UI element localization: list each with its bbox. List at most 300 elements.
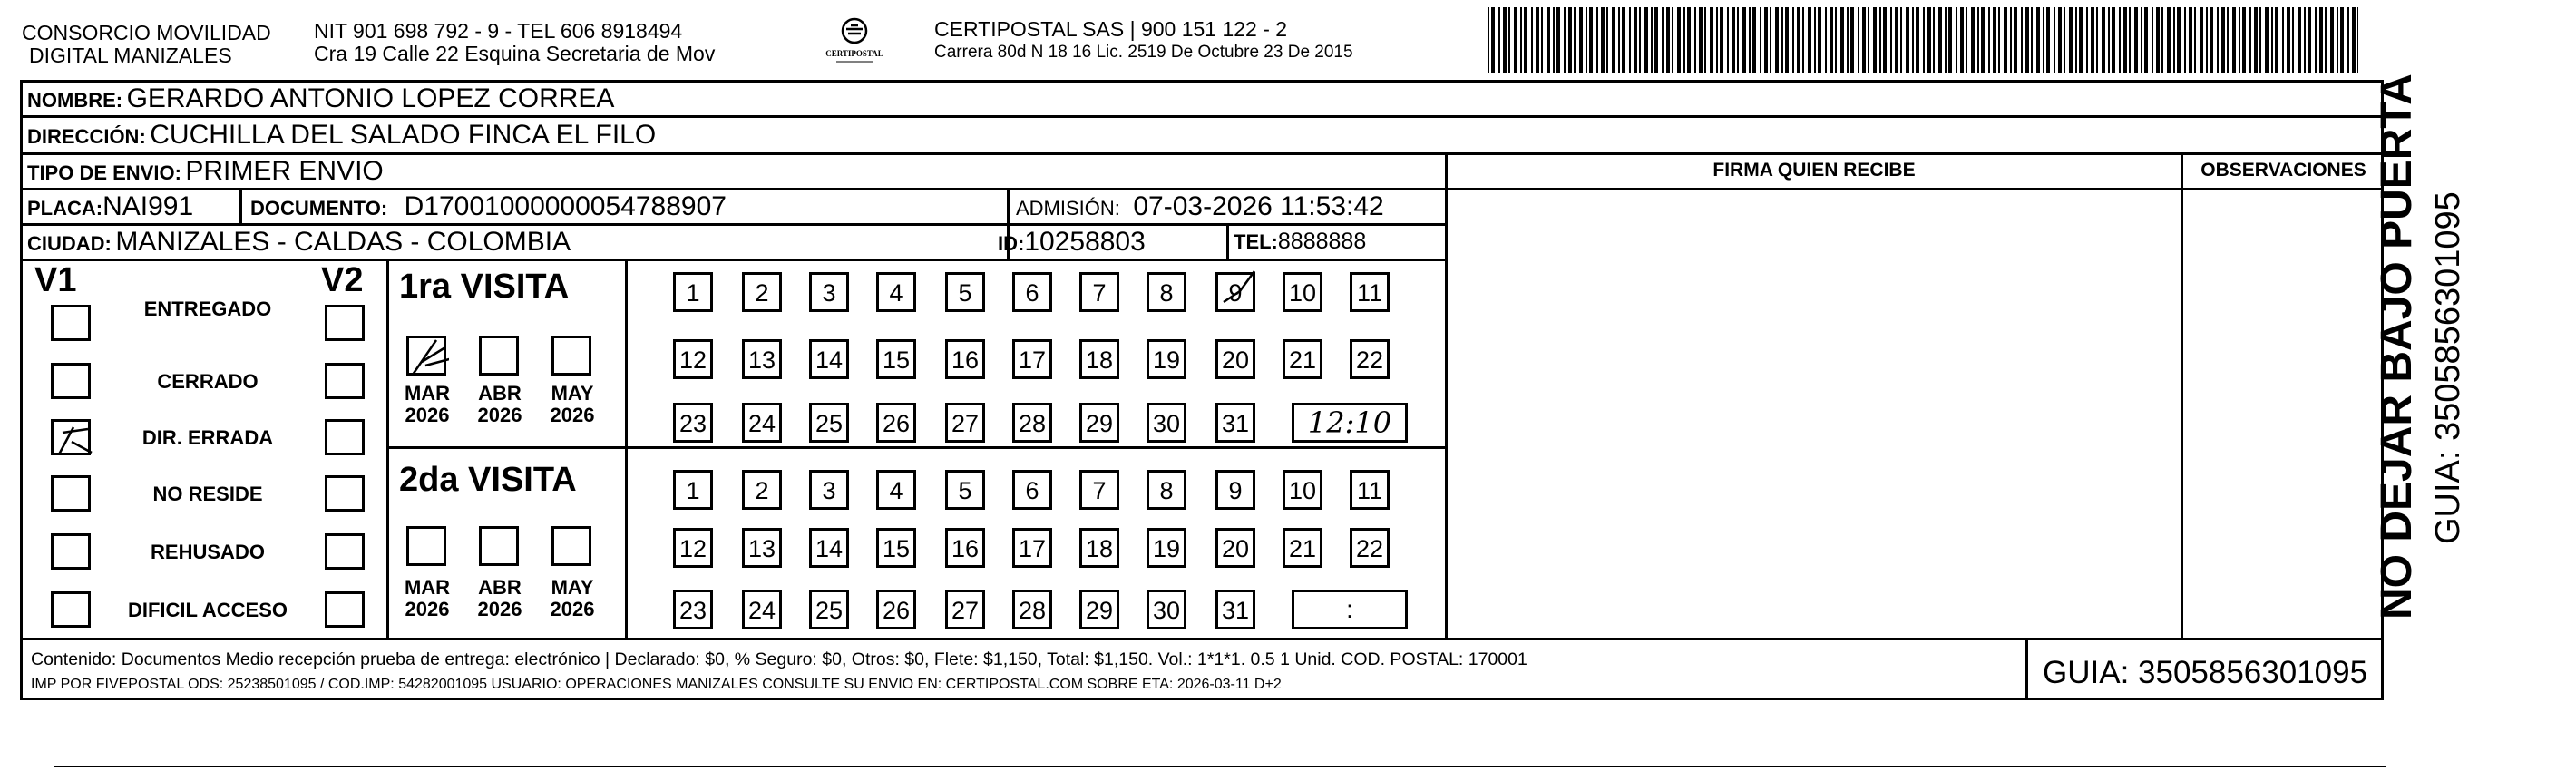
barcode-bar: [2249, 7, 2251, 73]
barcode-bar: [2217, 7, 2219, 73]
visit1-day-box[interactable]: [945, 272, 985, 312]
observaciones-header: OBSERVACIONES: [2200, 160, 2366, 181]
tipo-envio-label: TIPO DE ENVIO:: [27, 161, 181, 184]
barcode-bar: [2357, 7, 2358, 73]
day-number: 23: [678, 597, 707, 624]
visit2-month-label: [541, 577, 604, 620]
visit1-day-box[interactable]: [1215, 272, 1255, 312]
visit1-month-label: [395, 383, 459, 426]
visit1-day-box[interactable]: [945, 403, 985, 443]
month-year: 2026: [550, 404, 595, 426]
tel-divider: [1226, 223, 1229, 259]
visit2-month-label: [468, 577, 532, 620]
barcode-bar: [1498, 7, 1500, 73]
barcode-bar: [2091, 7, 2094, 73]
barcode-bar: [1556, 7, 1560, 73]
visit2-time-field[interactable]: [1292, 590, 1408, 629]
barcode-bar: [1687, 7, 1691, 73]
visit2-day-box[interactable]: [1147, 590, 1186, 629]
certipostal-line-2: Carrera 80d N 18 16 Lic. 2519 De Octubre 23 De 2015: [934, 43, 1353, 62]
visit2-day-box[interactable]: [945, 590, 985, 629]
visit1-day-box[interactable]: [1147, 339, 1186, 379]
visit2-day-box[interactable]: [1350, 528, 1390, 568]
visit2-month-checkbox[interactable]: [551, 526, 591, 566]
visit1-day-box[interactable]: [876, 272, 916, 312]
visit2-day-box[interactable]: [809, 470, 849, 510]
visit2-day-box[interactable]: [1147, 470, 1186, 510]
barcode-bar: [1524, 7, 1527, 73]
day-number: 31: [1221, 597, 1250, 624]
barcode-bar: [2206, 7, 2208, 73]
day-number: 12: [678, 346, 707, 374]
day-number: 7: [1092, 279, 1107, 307]
barcode-bar: [2282, 7, 2284, 73]
day-number: 20: [1221, 346, 1250, 374]
barcode-bar: [2031, 7, 2033, 73]
visit1-day-box[interactable]: [809, 272, 849, 312]
visit1-day-box[interactable]: [809, 403, 849, 443]
barcode-bar: [1491, 7, 1495, 73]
day-number: 26: [882, 410, 911, 437]
day-number: 9: [1228, 477, 1243, 504]
day-number: 16: [951, 346, 980, 374]
tel-cell: [1234, 229, 1366, 255]
day-number: 26: [882, 597, 911, 624]
visit1-day-box[interactable]: [876, 339, 916, 379]
visit1-title: 1ra VISITA: [399, 268, 570, 306]
visit2-day-box[interactable]: [1012, 470, 1052, 510]
barcode-bar: [1629, 7, 1631, 73]
barcode-bar: [2227, 7, 2229, 73]
barcode-bar: [2200, 7, 2203, 73]
visit2-day-box[interactable]: [1350, 470, 1390, 510]
barcode-bar: [2079, 7, 2083, 73]
visit1-day-box[interactable]: [1215, 339, 1255, 379]
status-label: DIR. ERRADA: [141, 426, 274, 449]
visit2-day-box[interactable]: [945, 470, 985, 510]
barcode-bar: [2330, 7, 2334, 73]
v1-checkbox[interactable]: [51, 419, 91, 455]
barcode-bar: [1589, 7, 1593, 73]
v2-checkbox[interactable]: [325, 305, 365, 341]
day-number: 4: [889, 279, 903, 307]
day-number: 11: [1356, 279, 1383, 307]
visit2-day-box[interactable]: [1283, 470, 1322, 510]
barcode-bar: [2337, 7, 2338, 73]
barcode-bar: [2144, 7, 2148, 73]
barcode-bar: [2086, 7, 2088, 73]
day-number: 31: [1221, 410, 1250, 437]
day-number: 28: [1018, 597, 1047, 624]
barcode-bar: [1792, 7, 1794, 73]
visit1-time-field[interactable]: [1292, 403, 1408, 443]
barcode-bar: [1749, 7, 1751, 73]
barcode-bar: [1634, 7, 1637, 73]
footer-guia-divider: [2025, 638, 2028, 700]
month-name: ABR: [478, 382, 522, 405]
v2-checkbox[interactable]: [325, 419, 365, 455]
visit1-day-box[interactable]: [1350, 272, 1390, 312]
certipostal-logo-icon: [816, 16, 893, 67]
visit1-day-box[interactable]: [1079, 339, 1119, 379]
ciudad-row: [27, 227, 571, 258]
barcode-bar: [1945, 7, 1947, 73]
day-number: 1: [686, 279, 700, 307]
barcode-bar: [1814, 7, 1816, 73]
barcode-bar: [1808, 7, 1811, 73]
visit1-day-box[interactable]: [1012, 272, 1052, 312]
barcode-bar: [1840, 7, 1844, 73]
firma-header: FIRMA QUIEN RECIBE: [1712, 160, 1916, 181]
tel-label: TEL:: [1234, 230, 1278, 253]
barcode-bar: [1683, 7, 1685, 73]
visit2-day-box[interactable]: [1012, 590, 1052, 629]
certipostal-line-1: CERTIPOSTAL SAS | 900 151 122 - 2: [934, 17, 1288, 41]
barcode-bar: [1895, 7, 1898, 73]
visit1-day-box[interactable]: [742, 272, 782, 312]
barcode-bar: [2046, 7, 2050, 73]
visit1-day-box[interactable]: [1079, 403, 1119, 443]
barcode-bar: [2304, 7, 2306, 73]
day-number: 22: [1355, 535, 1384, 562]
barcode-bar: [2069, 7, 2073, 73]
visit1-month-checkbox[interactable]: [551, 336, 591, 376]
barcode-bar: [2054, 7, 2055, 73]
month-year: 2026: [405, 404, 450, 426]
day-number: 28: [1018, 410, 1047, 437]
barcode-bar: [1948, 7, 1952, 73]
barcode-bar: [2287, 7, 2290, 73]
barcode-bar: [1785, 7, 1789, 73]
barcode-bar: [2167, 7, 2171, 73]
day-number: 15: [882, 535, 911, 562]
visit2-day-box[interactable]: [809, 528, 849, 568]
barcode-bar: [2254, 7, 2258, 73]
row-divider: [20, 115, 2384, 118]
barcode-bar: [1835, 7, 1837, 73]
nombre-label: NOMBRE:: [27, 89, 123, 112]
visit1-day-box[interactable]: [1147, 272, 1186, 312]
barcode-bar: [1666, 7, 1670, 73]
v2-checkbox[interactable]: [325, 533, 365, 570]
day-number: 24: [747, 410, 776, 437]
visit1-day-box[interactable]: [945, 339, 985, 379]
visit1-day-box[interactable]: [1283, 339, 1322, 379]
v1-checkbox[interactable]: [51, 475, 91, 512]
barcode-bar: [1966, 7, 1967, 73]
barcode-bar: [1732, 7, 1735, 73]
nombre-row: [27, 83, 614, 114]
barcode-bar: [2194, 7, 2196, 73]
barcode-bar: [2221, 7, 2225, 73]
barcode-bar: [2184, 7, 2186, 73]
day-number: 7: [1092, 477, 1107, 504]
cut-line: [54, 766, 2386, 767]
logo-wordmark: CERTIPOSTAL: [825, 49, 883, 58]
status-label: CERRADO: [157, 370, 259, 393]
visit1-day-box[interactable]: [1283, 272, 1322, 312]
barcode-bar: [1825, 7, 1827, 73]
barcode-bar: [1764, 7, 1768, 73]
day-number: 5: [958, 279, 972, 307]
company-name: [22, 22, 271, 67]
barcode-bar: [2096, 7, 2098, 73]
visit2-day-box[interactable]: [809, 590, 849, 629]
barcode-bar: [1568, 7, 1572, 73]
barcode-bar: [1514, 7, 1517, 73]
barcode-bar: [2173, 7, 2175, 73]
barcode-bar: [1639, 7, 1641, 73]
visit1-day-box[interactable]: [809, 339, 849, 379]
barcode-bar: [1579, 7, 1583, 73]
visit2-day-box[interactable]: [673, 590, 713, 629]
visit2-month-checkbox[interactable]: [479, 526, 519, 566]
status-label: NO RESIDE: [152, 483, 263, 505]
barcode-bar: [1503, 7, 1507, 73]
v2-checkbox[interactable]: [325, 363, 365, 399]
placa-cell: [27, 191, 193, 222]
day-number: 13: [747, 535, 776, 562]
day-number: 13: [747, 346, 776, 374]
visit1-day-box[interactable]: [742, 339, 782, 379]
placa-label: PLACA:: [27, 197, 103, 220]
barcode-bar: [1677, 7, 1681, 73]
barcode-bar: [1520, 7, 1522, 73]
day-number: 30: [1152, 410, 1181, 437]
barcode-bar: [2340, 7, 2344, 73]
barcode-bar: [1890, 7, 1892, 73]
barcode-bar: [1488, 7, 1489, 73]
barcode-bar: [1716, 7, 1718, 73]
direccion-label: DIRECCIÓN:: [27, 125, 146, 148]
visit2-day-box[interactable]: [1079, 590, 1119, 629]
visit1-month-checkbox[interactable]: [479, 336, 519, 376]
v1-checkbox[interactable]: [51, 305, 91, 341]
barcode-bar: [2265, 7, 2269, 73]
row-divider: [20, 223, 1448, 226]
barcode-bar: [2292, 7, 2294, 73]
barcode-bar: [2010, 7, 2012, 73]
documento-value: D17001000000054788907: [404, 191, 727, 221]
v2-checkbox[interactable]: [325, 475, 365, 512]
company-line-1: CONSORCIO MOVILIDAD: [22, 21, 271, 44]
barcode-bar: [1618, 7, 1620, 73]
barcode-bar: [2021, 7, 2023, 73]
visit1-day-box[interactable]: [1012, 339, 1052, 379]
barcode-bar: [1927, 7, 1931, 73]
barcode-bar: [2347, 7, 2349, 73]
visit2-day-box[interactable]: [876, 470, 916, 510]
tipo-envio-value: PRIMER ENVIO: [185, 156, 384, 186]
barcode-bar: [2123, 7, 2127, 73]
v2-checkbox[interactable]: [325, 591, 365, 628]
barcode-bar: [2271, 7, 2273, 73]
visit2-day-box[interactable]: [742, 470, 782, 510]
visit1-day-box[interactable]: [1215, 403, 1255, 443]
direccion-value: CUCHILLA DEL SALADO FINCA EL FILO: [150, 120, 657, 150]
row-divider: [20, 259, 1448, 261]
day-number: 4: [889, 477, 903, 504]
barcode-bar: [1981, 7, 1985, 73]
barcode-bar: [1879, 7, 1881, 73]
visit2-day-box[interactable]: [1215, 590, 1255, 629]
visit1-day-box[interactable]: [1147, 403, 1186, 443]
ciudad-value: MANIZALES - CALDAS - COLOMBIA: [115, 227, 571, 257]
visit1-day-box[interactable]: [876, 403, 916, 443]
observaciones-column-left: [2181, 152, 2183, 638]
id-value: 10258803: [1024, 227, 1146, 257]
visit2-day-box[interactable]: [945, 528, 985, 568]
day-number: 3: [822, 477, 836, 504]
barcode-bar: [1531, 7, 1533, 73]
barcode-bar: [1993, 7, 1996, 73]
barcode-bar: [1900, 7, 1902, 73]
visit2-day-box[interactable]: [673, 470, 713, 510]
barcode-bar: [1508, 7, 1510, 73]
visit2-day-box[interactable]: [1147, 528, 1186, 568]
certipostal-info: [934, 18, 1353, 63]
company-line-2: DIGITAL MANIZALES: [29, 44, 232, 67]
barcode-bar: [1553, 7, 1555, 73]
visit2-day-box[interactable]: [1215, 528, 1255, 568]
barcode-bar: [1654, 7, 1658, 73]
visit2-month-label: [395, 577, 459, 620]
admision-label: ADMISIÓN:: [1016, 197, 1120, 220]
visit1-day-box[interactable]: [1012, 403, 1052, 443]
visit2-day-box[interactable]: [876, 528, 916, 568]
visit2-day-box[interactable]: [1215, 470, 1255, 510]
month-year: 2026: [405, 598, 450, 620]
time-value: :: [1346, 595, 1353, 623]
tipo-envio-row: [27, 156, 384, 187]
day-number: 21: [1288, 535, 1317, 562]
day-number: 15: [882, 346, 911, 374]
barcode-bar: [1699, 7, 1703, 73]
barcode-bar: [1868, 7, 1869, 73]
footer-guia: GUIA: 3505856301095: [2043, 655, 2368, 690]
visit2-day-box[interactable]: [1012, 528, 1052, 568]
visit1-month-label: [541, 383, 604, 426]
barcode-bar: [1737, 7, 1739, 73]
day-number: 14: [815, 535, 844, 562]
day-number: 5: [958, 477, 972, 504]
firma-field[interactable]: [1449, 190, 2179, 636]
barcode-bar: [2189, 7, 2192, 73]
side-notice: NO DEJAR BAJO PUERTA: [2373, 73, 2421, 620]
day-number: 16: [951, 535, 980, 562]
visit2-day-box[interactable]: [742, 528, 782, 568]
direccion-row: [27, 120, 656, 151]
v1-checkbox[interactable]: [51, 533, 91, 570]
barcode-bar: [2315, 7, 2317, 73]
barcode-bar: [2058, 7, 2062, 73]
placa-divider: [239, 188, 242, 223]
visit1-day-box[interactable]: [1350, 339, 1390, 379]
visit2-month-checkbox[interactable]: [406, 526, 446, 566]
day-number: 10: [1288, 279, 1317, 307]
barcode-bar: [2134, 7, 2138, 73]
status-label: ENTREGADO: [143, 298, 272, 320]
barcode-bar: [1850, 7, 1854, 73]
day-number: 3: [822, 279, 836, 307]
barcode-bar: [2064, 7, 2065, 73]
barcode-bar: [1622, 7, 1625, 73]
footer-divider: [20, 638, 2384, 640]
certipostal-logo: [816, 16, 893, 67]
visit-divider: [386, 446, 1448, 449]
v1-checkbox[interactable]: [51, 591, 91, 628]
barcode-bar: [2025, 7, 2029, 73]
day-number: 21: [1288, 346, 1317, 374]
admision-value: 07-03-2026 11:53:42: [1133, 191, 1384, 221]
id-label: ID:: [998, 232, 1025, 255]
company-nit-block: [314, 20, 715, 65]
barcode-bar: [1574, 7, 1576, 73]
barcode-bar: [1873, 7, 1877, 73]
barcode-bar: [2161, 7, 2163, 73]
barcode-bar: [2239, 7, 2240, 73]
day-number: 18: [1085, 346, 1114, 374]
month-name: MAR: [404, 576, 451, 599]
day-number: 19: [1152, 346, 1181, 374]
visit1-day-box[interactable]: [742, 403, 782, 443]
barcode-bar: [2119, 7, 2121, 73]
barcode-bar: [2075, 7, 2077, 73]
day-number: 8: [1159, 477, 1174, 504]
barcode-bar: [1818, 7, 1821, 73]
visit1-day-box[interactable]: [673, 272, 713, 312]
barcode-bar: [1694, 7, 1696, 73]
barcode-bar: [2325, 7, 2327, 73]
barcode-bar: [1742, 7, 1746, 73]
visit2-day-box[interactable]: [1079, 528, 1119, 568]
month-name: MAY: [551, 382, 594, 405]
barcode-bar: [1536, 7, 1539, 73]
day-number: 30: [1152, 597, 1181, 624]
month-name: ABR: [478, 576, 522, 599]
id-cell: [998, 227, 1146, 258]
day-number: 9: [1228, 279, 1243, 307]
barcode-bar: [2177, 7, 2181, 73]
barcode-bar: [1847, 7, 1849, 73]
status-label: REHUSADO: [151, 541, 265, 563]
visit1-day-box[interactable]: [673, 339, 713, 379]
visit2-day-box[interactable]: [1283, 528, 1322, 568]
day-number: 10: [1288, 477, 1317, 504]
visit2-day-box[interactable]: [742, 590, 782, 629]
barcode-bar: [2112, 7, 2115, 73]
footer-print-line: IMP POR FIVEPOSTAL ODS: 25238501095 / COD.IMP: 54282001095 USUARIO: OPERACIONES MANIZALES CONSULTE SU ENVIO EN: CERTIPOSTAL.COM SOBRE ETA: 2026-03-11 D+2: [31, 677, 1282, 692]
check-mark-icon: [409, 338, 449, 378]
v1-checkbox[interactable]: [51, 363, 91, 399]
barcode-bar: [1977, 7, 1979, 73]
barcode-bar: [1912, 7, 1914, 73]
documento-cell: [250, 191, 727, 222]
visit2-day-box[interactable]: [876, 590, 916, 629]
visit1-day-box[interactable]: [1079, 272, 1119, 312]
barcode-bar: [2298, 7, 2301, 73]
barcode-bar: [1830, 7, 1833, 73]
firma-column-left: [1445, 152, 1448, 638]
observaciones-field[interactable]: [2185, 190, 2382, 636]
visit2-day-box[interactable]: [1079, 470, 1119, 510]
visit1-day-box[interactable]: [673, 403, 713, 443]
day-number: 25: [815, 410, 844, 437]
visit2-day-box[interactable]: [673, 528, 713, 568]
v1-header: V1: [34, 261, 77, 299]
barcode-bar: [1858, 7, 1859, 73]
visit1-month-checkbox[interactable]: [406, 336, 446, 376]
